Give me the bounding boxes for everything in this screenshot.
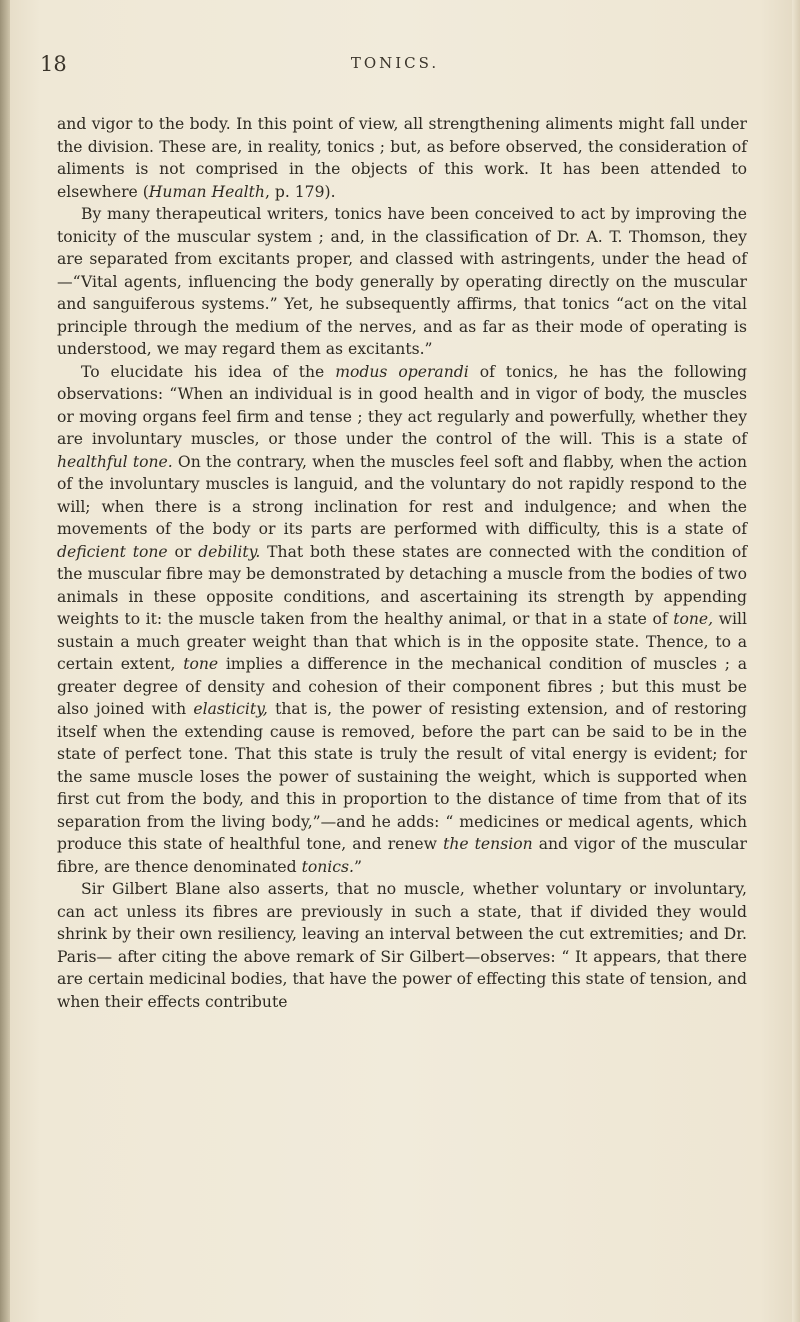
page-edge	[792, 0, 800, 1322]
paragraph-4: Sir Gilbert Blane also asserts, that no muscle, whether voluntary or involuntary, can act unless its fibres are previously in such a state, that if divided they would shrink by their own resiliency, leaving an interval between the cut extremities; and Dr. Paris— after citing the above remark of Sir Gilbert—observes: “ It appears, that there are certain medicinal bodies, that have the power of effecting this state of tension, and when their effects contribute	[57, 880, 747, 1011]
paragraph-2: By many therapeutical writers, tonics have been conceived to act by improving the tonicity of the muscular system ; and, in the classification of Dr. A. T. Thomson, they are separated from excitants proper, and classed with astringents, under the head of—“Vital agents, influencing the body generally by operating directly on the muscular and sanguiferous systems.” Yet, he subsequently affirms, that tonics “act on the vital principle through the medium of the nerves, and as far as their mode of operating is understood, we may regard them as excitants.”	[57, 205, 747, 358]
page-number: 18	[40, 52, 67, 76]
paragraph-1: and vigor to the body. In this point of view, all strengthening aliments might fall under the division. These are, in reality, tonics ; but, as before observed, the consideration of aliments is not comprised in the objects of this work. It has been attended to elsewhere (Human Health, p. 179).	[57, 115, 747, 201]
body-text	[57, 113, 747, 1013]
citation-title: Human Health	[148, 182, 265, 201]
running-title: TONICS.	[350, 54, 440, 72]
paragraph-3: To elucidate his idea of the modus operandi of tonics, he has the following observations: “When an individual is in good health and in vigor of body, the muscles or moving organs feel firm and tense ; they act regularly and powerfully, whether they are involuntary muscles, or those under the control of the will. This is a state of healthful tone. On the contrary, when the muscles feel soft and flabby, when the action of the involuntary muscles is languid, and the voluntary do not rapidly respond to the will; when there is a strong inclination for rest and indulgence; and when the movements of the body or its parts are performed with difficulty, this is a state of deficient tone or debility. That both these states are connected with the condition of the muscular fibre may be demonstrated by detaching a muscle from the bodies of two animals in these opposite conditions, and ascertaining its strength by appending weights to it: the muscle taken from the healthy animal, or that in a state of tone, will sustain a much greater weight than that which is in the opposite state. Thence, to a certain extent, tone implies a difference in the mechanical condition of muscles ; a greater degree of density and cohesion of their component fibres ; but this must be also joined with elasticity, that is, the power of resisting extension, and of restoring itself when the extending cause is removed, before the part can be said to be in the state of perfect tone. That this state is truly the result of vital energy is evident; for the same muscle loses the power of sustaining the weight, which is supported when first cut from the body, and this in proportion to the distance of time from that of its separation from the living body,”—and he adds: “ medicines or medical agents, which produce this state of healthful tone, and renew the tension and vigor of the muscular fibre, are thence denominated tonics.”	[57, 362, 748, 876]
page-gutter-shadow	[0, 0, 10, 1322]
page-header	[40, 52, 750, 84]
